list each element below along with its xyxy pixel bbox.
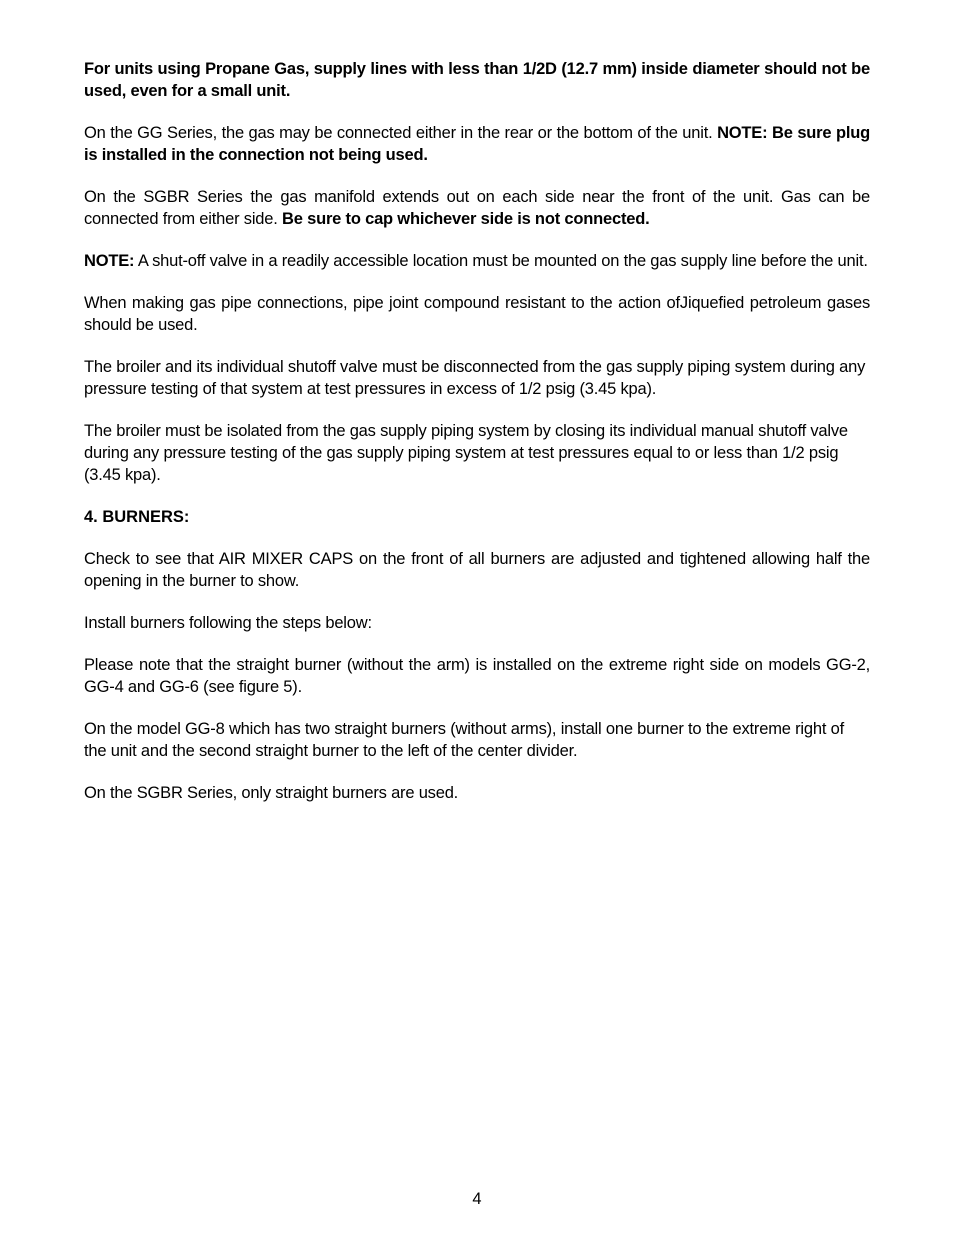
page-number: 4 bbox=[472, 1190, 482, 1208]
isolate-testing-paragraph: The broiler must be isolated from the gas supply piping system by closing its individual manual shutoff valve during any pressure testing of the gas supply piping system at test pressures equal to or less than 1/2 psig (3.45 kpa). bbox=[84, 422, 848, 484]
gg8-burner-paragraph: On the model GG-8 which has two straight burners (without arms), install one burner to the extreme right of the unit and the second straight burner to the left of the center divider. bbox=[84, 720, 844, 760]
pipe-compound-paragraph: When making gas pipe connections, pipe joint compound resistant to the action ofJiquefied petroleum gases should be used. bbox=[84, 294, 870, 334]
air-mixer-caps-paragraph: Check to see that AIR MIXER CAPS on the front of all burners are adjusted and tightened allowing half the opening in the burner to show. bbox=[84, 550, 870, 590]
sgbr-manifold-text: On the SGBR Series the gas manifold extends out on each side near the front of the unit. Gas can be connected from either side. bbox=[84, 188, 870, 228]
propane-warning-paragraph: For units using Propane Gas, supply lines with less than 1/2D (12.7 mm) inside diameter should not be used, even for a small unit. bbox=[84, 60, 870, 100]
gg-series-connection-paragraph bbox=[84, 122, 870, 166]
shutoff-valve-note-paragraph bbox=[84, 250, 870, 272]
sgbr-burners-paragraph: On the SGBR Series, only straight burners are used. bbox=[84, 784, 459, 802]
install-burners-paragraph: Install burners following the steps below: bbox=[84, 614, 372, 632]
document-body bbox=[84, 58, 870, 824]
sgbr-manifold-paragraph bbox=[84, 186, 870, 230]
gg-series-note: NOTE: Be sure plug is installed in the connection not being used. bbox=[84, 124, 870, 164]
burners-section-heading: 4. BURNERS: bbox=[84, 508, 190, 526]
disconnect-testing-paragraph: The broiler and its individual shutoff valve must be disconnected from the gas supply piping system during any pressure testing of that system at test pressures in excess of 1/2 psig (3.45 kpa). bbox=[84, 358, 866, 398]
gg-series-connection-text: On the GG Series, the gas may be connected either in the rear or the bottom of the unit. bbox=[84, 124, 718, 142]
sgbr-cap-warning: Be sure to cap whichever side is not connected. bbox=[282, 210, 650, 228]
note-label: NOTE: bbox=[84, 252, 135, 270]
shutoff-valve-note-text: A shut-off valve in a readily accessible location must be mounted on the gas supply line before the unit. bbox=[134, 252, 868, 270]
straight-burner-note-paragraph: Please note that the straight burner (without the arm) is installed on the extreme right side on models GG-2, GG-4 and GG-6 (see figure 5). bbox=[84, 656, 870, 696]
